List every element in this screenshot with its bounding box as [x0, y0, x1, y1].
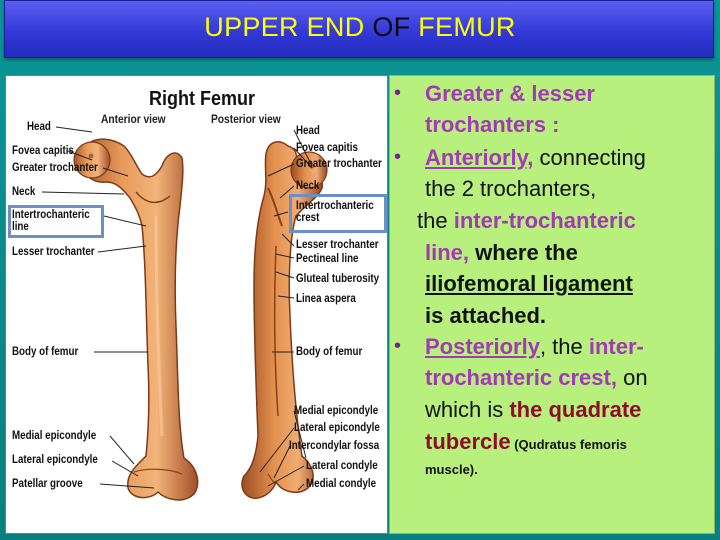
label-intertrochanteric-line: Intertrochanteric line	[12, 209, 90, 233]
label-lateral-epicondyle-posterior: Lateral epicondyle	[294, 422, 380, 434]
bullet-2-line-1	[425, 142, 646, 174]
bullet-3-dot: •	[394, 335, 402, 357]
bullet-3-the: , the	[539, 334, 589, 359]
bullet-2-dot: •	[394, 146, 402, 168]
tubercle-text: tubercle	[425, 429, 511, 454]
label-pectineal-line: Pectineal line	[296, 253, 359, 265]
label-greater-trochanter-anterior: Greater trochanter	[12, 162, 98, 174]
label-patellar-groove: Patellar groove	[12, 478, 83, 490]
trochanteric-crest-text: trochanteric crest,	[425, 365, 617, 390]
bullet-2-line-6: is attached.	[425, 303, 547, 328]
bullet-2-line-4	[425, 237, 578, 269]
label-neck-anterior: Neck	[12, 186, 36, 198]
label-lesser-trochanter-anterior: Lesser trochanter	[12, 246, 95, 258]
bullet-3-line-1	[425, 331, 644, 363]
label-fovea-posterior: Fovea capitis	[296, 142, 358, 154]
bullet-3-line-2	[425, 362, 648, 394]
bullet-2-line-2: the 2 trochanters,	[425, 176, 597, 201]
figure-title: Right Femur	[149, 88, 256, 110]
inter-text: inter-	[588, 334, 644, 359]
bullet-1-line-2: trochanters :	[425, 112, 560, 137]
label-fovea-anterior: Fovea capitis	[12, 145, 74, 157]
bullet-2-line-3	[417, 205, 636, 237]
bullet-1-dot: •	[394, 82, 402, 104]
label-greater-trochanter-posterior: Greater trochanter	[296, 158, 382, 170]
inter-trochanteric-text: inter-trochanteric	[453, 208, 636, 233]
intertrochanteric-crest-highlight	[289, 194, 387, 233]
on-text: on	[616, 365, 648, 390]
title-part-upper-end: UPPER END	[204, 12, 365, 42]
title-part-of: OF	[364, 12, 419, 42]
label-lateral-condyle: Lateral condyle	[306, 460, 378, 472]
where-the-text: where the	[469, 240, 578, 265]
bullet-2-the: the	[417, 208, 454, 233]
label-body-anterior: Body of femur	[12, 346, 79, 358]
label-body-posterior: Body of femur	[296, 346, 363, 358]
label-neck-posterior: Neck	[296, 180, 320, 192]
anteriorly-word: Anteriorly,	[425, 145, 534, 170]
slide-title	[0, 12, 720, 43]
label-lateral-epicondyle-anterior: Lateral epicondyle	[12, 454, 98, 466]
femur-figure	[5, 75, 388, 534]
title-part-femur: FEMUR	[418, 12, 516, 42]
label-linea-aspera: Linea aspera	[296, 293, 356, 305]
label-intercondylar-fossa: Intercondylar fossa	[289, 440, 380, 452]
bullet-2-connecting: connecting	[533, 145, 646, 170]
which-is-text: which is	[425, 397, 510, 422]
intertrochanteric-line-highlight	[8, 205, 104, 238]
bullet-3-line-3	[425, 394, 641, 426]
bullet-1-line-1: Greater & lesser	[425, 81, 595, 106]
line-word: line,	[425, 240, 470, 265]
quadrate-text: the quadrate	[509, 397, 642, 422]
label-medial-epicondyle-posterior: Medial epicondyle	[294, 405, 379, 417]
label-lesser-trochanter-posterior: Lesser trochanter	[296, 239, 379, 251]
text-panel	[389, 75, 715, 534]
label-medial-epicondyle-anterior: Medial epicondyle	[12, 430, 97, 442]
label-head-posterior: Head	[296, 125, 320, 137]
anterior-view-label: Anterior view	[101, 112, 166, 126]
label-intertrochanteric-crest: Intertrochanteric crest	[296, 200, 374, 224]
label-gluteal-tuberosity: Gluteal tuberosity	[296, 273, 380, 285]
label-medial-condyle: Medial condyle	[306, 478, 377, 490]
posterior-view-label: Posterior view	[211, 112, 281, 126]
qudratus-femoris-text: (Qudratus femoris	[510, 437, 627, 452]
posteriorly-word: Posteriorly	[425, 334, 540, 359]
bullet-3-line-5: muscle).	[425, 462, 478, 477]
label-head-anterior: Head	[27, 121, 51, 133]
bullet-2-line-5: iliofemoral ligament	[425, 271, 633, 296]
